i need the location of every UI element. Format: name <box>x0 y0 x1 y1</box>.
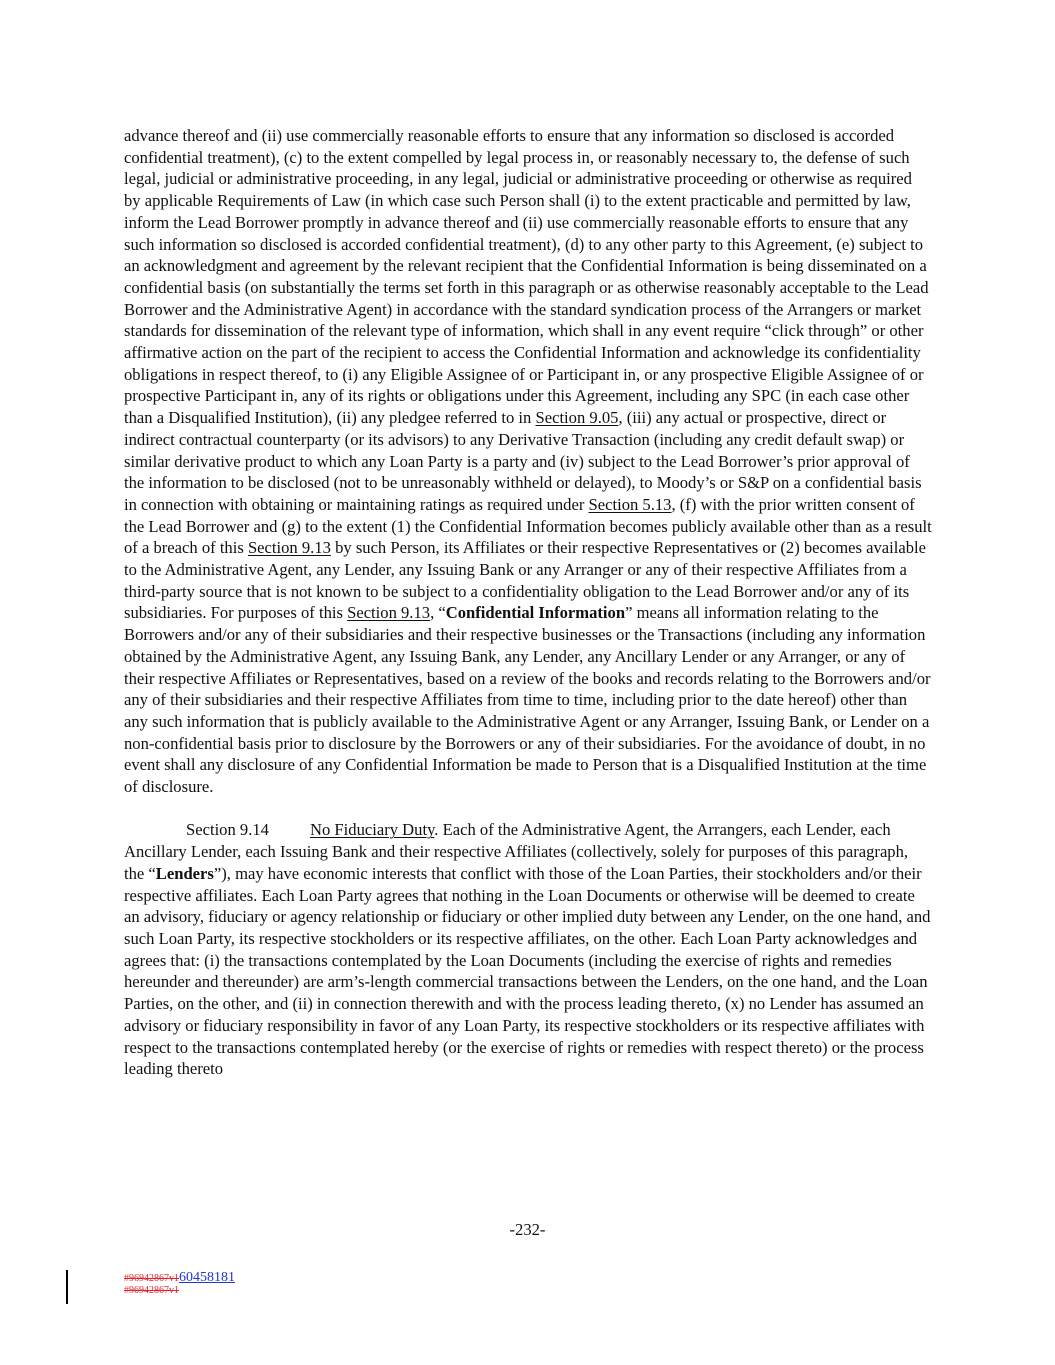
text-segment: , “ <box>430 603 446 623</box>
page-number: -232- <box>509 1220 546 1239</box>
text-segment: ”), may have economic interests that conflict with those of the Loan Parties, their stockholders and/or their respective affiliates. Each Loan Party agrees that nothing in the Loan Documents or otherwise will be deemed to create an advisory, fiduciary or agency relationship or fiduciary or other implied duty between any Lender, on the one hand, and such Loan Party, its respective stockholders or its respective affiliates, on the other. Each Loan Party acknowledges and agrees that: (i) the transactions contemplated by the Loan Documents (including the exercise of rights and remedies hereunder and thereunder) are arm’s-length commercial transactions between the Lenders, on the one hand, and the Loan Parties, on the other, and (ii) in connection therewith and with the process leading thereto, (x) no Lender has assumed an advisory or fiduciary responsibility in favor of any Loan Party, its respective stockholders or its respective affiliates with respect to the transactions contemplated hereby (or the exercise of rights or remedies with respect thereto) or the process leading thereto <box>124 863 931 1079</box>
text-segment: , (f) with the prior written consent of the Lead Borrower and ( <box>124 494 915 536</box>
section-9-14-paragraph <box>124 819 932 1079</box>
document-body <box>124 125 932 1080</box>
deleted-doc-id: #96942867v1 <box>124 1273 179 1284</box>
section-reference-9-13-second[interactable]: Section 9.13 <box>347 603 431 623</box>
defined-term-confidential-information: Confidential Information <box>445 603 626 623</box>
doc-id-line-1 <box>124 1272 235 1285</box>
section-heading: No Fiduciary Duty <box>310 820 435 840</box>
text-segment: . Each of the Administrative Agent, the Arrangers, each Lender, each Ancillary Lender, each Issuing Bank and their respective Affiliates (collectively, solely for purposes of this paragraph, the “ <box>124 820 909 883</box>
revision-change-bar <box>66 1270 68 1304</box>
section-number: Section 9.14 <box>186 820 269 840</box>
text-segment: advance thereof and (ii) use commercially reasonable efforts to ensure that any information so disclosed is accorded confidential treatment), (c) to the extent compelled by legal process in, or reasonably necessary to, the defense of such legal, judicial or administrative proceeding, in any legal, judicial or administrative proceeding or otherwise as required by applicable Requirements of Law (in which case such Person shall (i) to the extent practicable and permitted by law, inform the Lead Borrower promptly in advance thereof and (ii) use commercially reasonable efforts to ensure that any such information so disclosed is accorded confidential treatment), (d) to any other party to this Agreement, (e) subject to an acknowledgment and agreement by the relevant recipient that the Confidential Information is being disseminated on a confidential basis (on substantially the terms set forth in this paragraph or as otherwise reasonably acceptable to the Lead Borrower and the Administrative Agent) in accordance with the standard syndication process of the Arrangers or market standards for dissemination of the relevant type of information, which shall in any event require “click through” or other affirmative action on the part of the recipient to access the Confidential Information and acknowledge its confidentiality obligations in respect thereof, to (i) any Eligible Assignee of or Participant in, or any prospective Eligible Assignee of or prospective Participant in, any of its rights or obligations under this Agreement, including any SPC (in each case other than a Disqualified Institution), (ii) any pledgee referred to in <box>124 126 929 428</box>
confidentiality-paragraph <box>124 125 932 798</box>
document-id-footer <box>124 1272 235 1297</box>
defined-term-lenders: Lenders <box>155 863 214 883</box>
section-reference-5-13[interactable]: Section 5.13 <box>588 494 672 514</box>
text-segment: by such Person, its Affiliates or their respective Representatives or (2) becomes available to the Administrative Agent, any Lender, any Issuing Bank or any Arranger or any of their respective Affiliates from a third-party source that is not known to be subject to a confidentiality obligation to the Lead Borrower and/or any of its subsidiaries. For purposes of this <box>124 538 926 623</box>
text-segment: ” means all information relating to the Borrowers and/or any of their subsidiaries and their respective businesses or the Transactions (including any information obtained by the Administrative Agent, any Issuing Bank, any Lender, any Ancillary Lender or any Arranger, or any of their respective Affiliates or Representatives, based on a review of the books and records relating to the Borrowers and/or any of their subsidiaries and their respective Affiliates from time to time, including prior to the date hereof) other than any such information that is publicly available to the Administrative Agent or any Arranger, Issuing Bank, or Lender on a non-confidential basis prior to disclosure by the Borrowers or any of their subsidiaries. For the avoidance of doubt, in no event shall any disclosure of any Confidential Information be made to Person that is a Disqualified Institution at the time of disclosure. <box>124 603 931 797</box>
section-reference-9-13[interactable]: Section 9.13 <box>247 538 331 558</box>
inserted-doc-id: 60458181 <box>179 1270 235 1285</box>
deleted-doc-id-second: #96942867v1 <box>124 1285 179 1296</box>
doc-id-line-2 <box>124 1285 235 1297</box>
clause-g-reference: g <box>287 516 296 536</box>
text-segment: , (iii) any actual or prospective, direct or indirect contractual counterparty (or its advisors) to any Derivative Transaction (including any credit default swap) or similar derivative product to which any Loan Party is a party and (iv) subject to the Lead Borrower’s prior approval of the information to be disclosed (not to be unreasonably withheld or delayed), to Moody’s or S&P on a confidential basis in connection with obtaining or maintaining ratings as required under <box>124 408 922 514</box>
text-segment: ) to the extent (1) the Confidential Information becomes publicly available other than as a result of a breach of this <box>124 516 932 558</box>
section-reference-9-05[interactable]: Section 9.05 <box>535 408 619 428</box>
